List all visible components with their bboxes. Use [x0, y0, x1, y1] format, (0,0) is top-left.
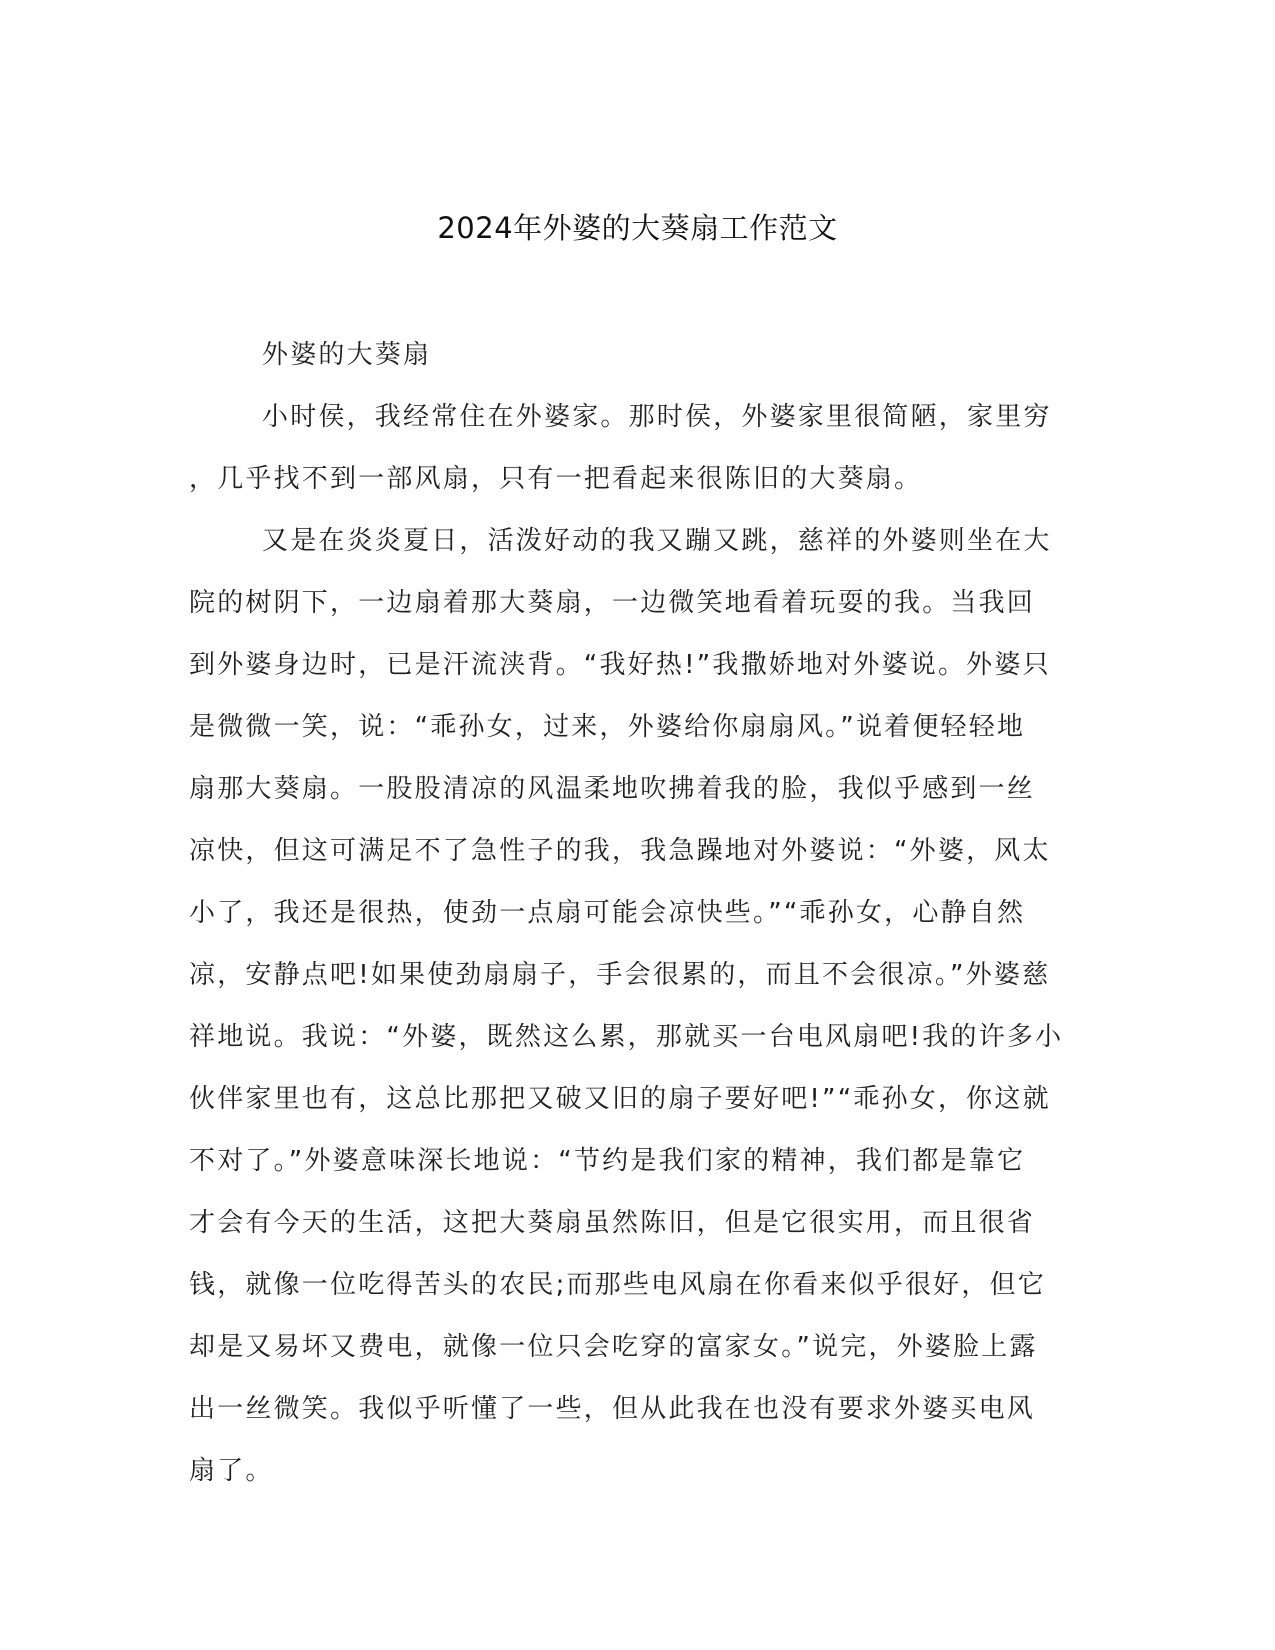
paragraph-line: 凉快，但这可满足不了急性子的我，我急躁地对外婆说：“外婆，风太	[189, 836, 1051, 866]
document-title: 2024年外婆的大葵扇工作范文	[437, 211, 838, 245]
paragraph-line: 又是在炎炎夏日，活泼好动的我又蹦又跳，慈祥的外婆则坐在大	[262, 526, 1052, 556]
paragraph-line: 到外婆身边时，已是汗流浃背。“我好热!”我撒娇地对外婆说。外婆只	[189, 650, 1051, 680]
paragraph-line: 出一丝微笑。我似乎听懂了一些，但从此我在也没有要求外婆买电风	[189, 1394, 1036, 1424]
paragraph-line: 扇那大葵扇。一股股清凉的风温柔地吹拂着我的脸，我似乎感到一丝	[189, 774, 1036, 804]
paragraph-line: ，几乎找不到一部风扇，只有一把看起来很陈旧的大葵扇。	[189, 464, 923, 494]
document-body	[189, 333, 1089, 1511]
paragraph-line: 院的树阴下，一边扇着那大葵扇，一边微笑地看着玩耍的我。当我回	[189, 588, 1036, 618]
section-heading: 外婆的大葵扇	[262, 340, 432, 370]
paragraph-line: 小时侯，我经常住在外婆家。那时侯，外婆家里很简陋，家里穷	[262, 402, 1052, 432]
paragraph-line: 小了，我还是很热，使劲一点扇可能会凉快些。”“乖孙女，心静自然	[189, 898, 1026, 928]
paragraph-line: 是微微一笑，说：“乖孙女，过来，外婆给你扇扇风。”说着便轻轻地	[189, 712, 1026, 742]
paragraph-line: 凉，安静点吧!如果使劲扇扇子，手会很累的，而且不会很凉。”外婆慈	[189, 960, 1051, 990]
paragraph-line: 伙伴家里也有，这总比那把又破又旧的扇子要好吧!”“乖孙女，你这就	[189, 1084, 1051, 1114]
paragraph-line: 扇了。	[189, 1456, 274, 1486]
paragraph-line: 却是又易坏又费电，就像一位只会吃穿的富家女。”说完，外婆脸上露	[189, 1332, 1038, 1362]
paragraph-line: 才会有今天的生活，这把大葵扇虽然陈旧，但是它很实用，而且很省	[189, 1208, 1036, 1238]
paragraph-line: 钱，就像一位吃得苦头的农民;而那些电风扇在你看来似乎很好，但它	[189, 1270, 1046, 1300]
paragraph-line: 不对了。”外婆意味深长地说：“节约是我们家的精神，我们都是靠它	[189, 1146, 1026, 1176]
paragraph-line: 祥地说。我说：“外婆，既然这么累，那就买一台电风扇吧!我的许多小	[189, 1022, 1064, 1052]
